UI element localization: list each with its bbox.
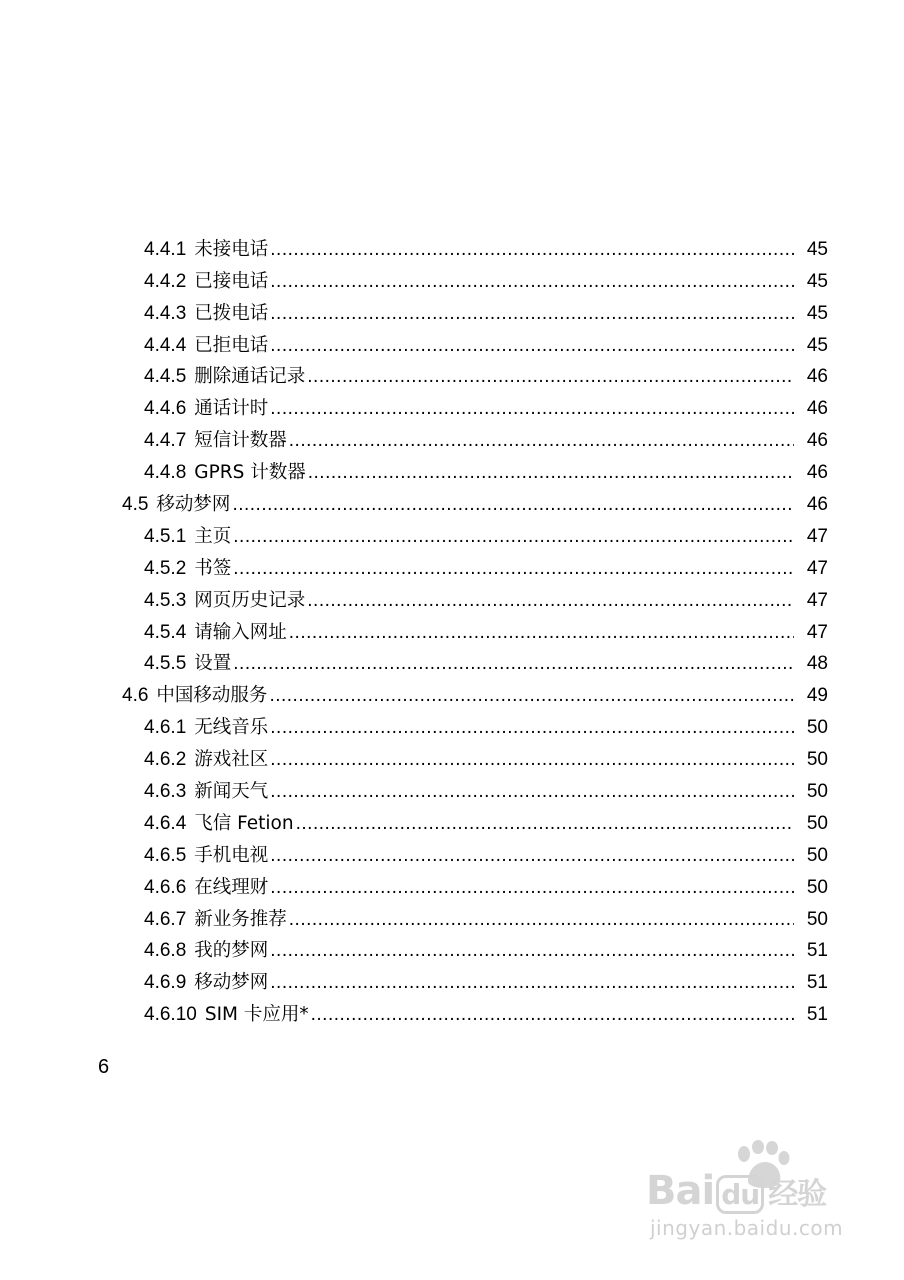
toc-entry-page: 46 [806,494,828,516]
toc-dot-leader [269,685,794,707]
toc-entry-title: 手机电视 [194,844,269,866]
toc-entry-number: 4.5.2 [144,557,187,579]
toc-entry-number: 4.6.6 [144,876,187,898]
toc-entry-title: 移动梦网 [156,494,231,516]
toc-entry-page: 51 [806,1004,828,1026]
toc-entry-title: 移动梦网 [194,972,269,994]
toc-entry-number: 4.4.5 [144,366,187,388]
toc-entry-page: 46 [806,398,828,420]
toc-entry[interactable] [0,867,904,899]
toc-entry-number: 4.6.1 [144,717,187,739]
watermark-brand-du: du [716,1175,764,1214]
toc-entry-title: 网页历史记录 [194,589,306,611]
toc-entry[interactable] [0,261,904,293]
toc-entry-title: GPRS 计数器 [194,462,306,484]
toc-entry[interactable] [0,644,904,676]
toc-entry-number: 4.4.4 [144,334,187,356]
toc-dot-leader [270,781,794,803]
toc-entry-number: 4.4.6 [144,398,187,420]
toc-entry[interactable] [0,420,904,452]
toc-entry-page: 50 [806,749,828,771]
toc-entry-number: 4.4.7 [144,430,187,452]
toc-entry-page: 46 [806,366,828,388]
toc-entry-title: 游戏社区 [194,749,269,771]
toc-entry-title: 我的梦网 [194,940,269,962]
toc-entry-number: 4.6.3 [144,781,187,803]
toc-entry-number: 4.5.5 [144,653,187,675]
toc-entry-number: 4.6.4 [144,812,187,834]
toc-dot-leader [233,526,794,548]
toc-dot-leader [233,653,794,675]
toc-entry-number: 4.6.8 [144,940,187,962]
toc-entry[interactable] [0,962,904,994]
toc-entry-number: 4.6.2 [144,749,187,771]
toc-entry-page: 49 [806,685,828,707]
toc-dot-leader [233,558,794,580]
toc-entry-title: 设置 [194,653,232,675]
toc-entry-title: 新业务推荐 [194,908,287,930]
toc-entry[interactable] [0,388,904,420]
toc-entry-number: 4.5.1 [144,525,187,547]
toc-dot-leader [270,877,794,899]
toc-entry-number: 4.6.7 [144,908,187,930]
toc-entry-title: 删除通话记录 [194,366,306,388]
toc-entry-title: 已拒电话 [194,334,269,356]
page-number: 6 [98,1056,110,1078]
toc-entry[interactable] [0,548,904,580]
toc-entry-number: 4.4.1 [144,238,187,260]
toc-dot-leader [270,717,794,739]
toc-entry-title: 新闻天气 [194,781,269,803]
toc-entry-number: 4.4.3 [144,302,187,324]
toc-entry-page: 51 [806,972,828,994]
toc-entry-title: 书签 [194,557,232,579]
toc-entry-title: 飞信 Fetion [194,812,294,834]
toc-entry-number: 4.5.3 [144,589,187,611]
toc-entry-page: 48 [806,653,828,675]
toc-entry-title: 已拨电话 [194,302,269,324]
toc-dot-leader [270,303,794,325]
toc-dot-leader [289,622,794,644]
toc-dot-leader [270,749,794,771]
toc-entry[interactable] [0,516,904,548]
toc-entry-page: 45 [806,270,828,292]
toc-dot-leader [270,398,794,420]
toc-entry[interactable] [0,580,904,612]
toc-entry[interactable] [0,612,904,644]
toc-entry-title: 在线理财 [194,876,269,898]
toc-dot-leader [270,940,794,962]
toc-entry-number: 4.5.4 [144,621,187,643]
toc-entry-page: 50 [806,717,828,739]
toc-entry-title: SIM 卡应用* [204,1004,309,1026]
toc-entry[interactable] [0,771,904,803]
toc-entry-title: 通话计时 [194,398,269,420]
toc-entry[interactable] [0,739,904,771]
toc-entry-title: 短信计数器 [194,430,287,452]
toc-entry[interactable] [0,452,904,484]
toc-dot-leader [307,590,794,612]
toc-entry[interactable] [0,229,904,261]
toc-entry-page: 45 [806,238,828,260]
toc-dot-leader [270,271,794,293]
toc-entry-page: 50 [806,812,828,834]
toc-dot-leader [289,430,794,452]
toc-entry-title: 未接电话 [194,238,269,260]
toc-dot-leader [308,462,794,484]
toc-entry-page: 47 [806,589,828,611]
toc-entry-title: 无线音乐 [194,717,269,739]
toc-dot-leader [270,239,794,261]
toc-entry-page: 50 [806,844,828,866]
toc-entry-title: 已接电话 [194,270,269,292]
toc-entry-title: 中国移动服务 [156,685,268,707]
toc-entry-page: 47 [806,621,828,643]
toc-entry-number: 4.4.8 [144,462,187,484]
toc-entry[interactable] [0,994,904,1026]
toc-entry[interactable] [0,931,904,963]
toc-entry[interactable] [0,484,904,516]
toc-entry-title: 主页 [194,525,232,547]
toc-entry-number: 4.6.5 [144,844,187,866]
toc-entry-title: 请输入网址 [194,621,287,643]
toc-dot-leader [232,494,794,516]
toc-entry[interactable] [0,803,904,835]
toc-entry-page: 45 [806,334,828,356]
baidu-jingyan-watermark [640,1140,860,1250]
toc-entry-page: 47 [806,557,828,579]
toc-entry-number: 4.6.10 [144,1004,197,1026]
toc-dot-leader [296,813,794,835]
toc-dot-leader [307,366,794,388]
toc-dot-leader [270,845,794,867]
toc-entry-page: 50 [806,781,828,803]
toc-entry-number: 4.6.9 [144,972,187,994]
toc-dot-leader [270,335,794,357]
toc-dot-leader [311,1004,794,1026]
toc-entry-number: 4.4.2 [144,270,187,292]
toc-dot-leader [289,909,794,931]
toc-entry-page: 50 [806,876,828,898]
watermark-url: jingyan.baidu.com [650,1216,844,1240]
toc-entry-page: 50 [806,908,828,930]
toc-entry-page: 45 [806,302,828,324]
toc-entry[interactable] [0,357,904,389]
watermark-brand-bai: Bai [646,1168,715,1214]
toc-entry-page: 47 [806,525,828,547]
toc-entry[interactable] [0,899,904,931]
toc-entry-number: 4.6 [122,685,149,707]
toc-entry-number: 4.5 [122,494,149,516]
toc-entry[interactable] [0,675,904,707]
toc-entry-page: 46 [806,430,828,452]
toc-entry-page: 51 [806,940,828,962]
toc-entry-page: 46 [806,462,828,484]
toc-entry[interactable] [0,707,904,739]
toc-entry[interactable] [0,293,904,325]
table-of-contents [0,229,904,1026]
toc-entry[interactable] [0,325,904,357]
watermark-brand-jingyan: 经验 [768,1177,827,1212]
toc-entry[interactable] [0,835,904,867]
toc-dot-leader [270,972,794,994]
watermark-brand [646,1168,826,1214]
